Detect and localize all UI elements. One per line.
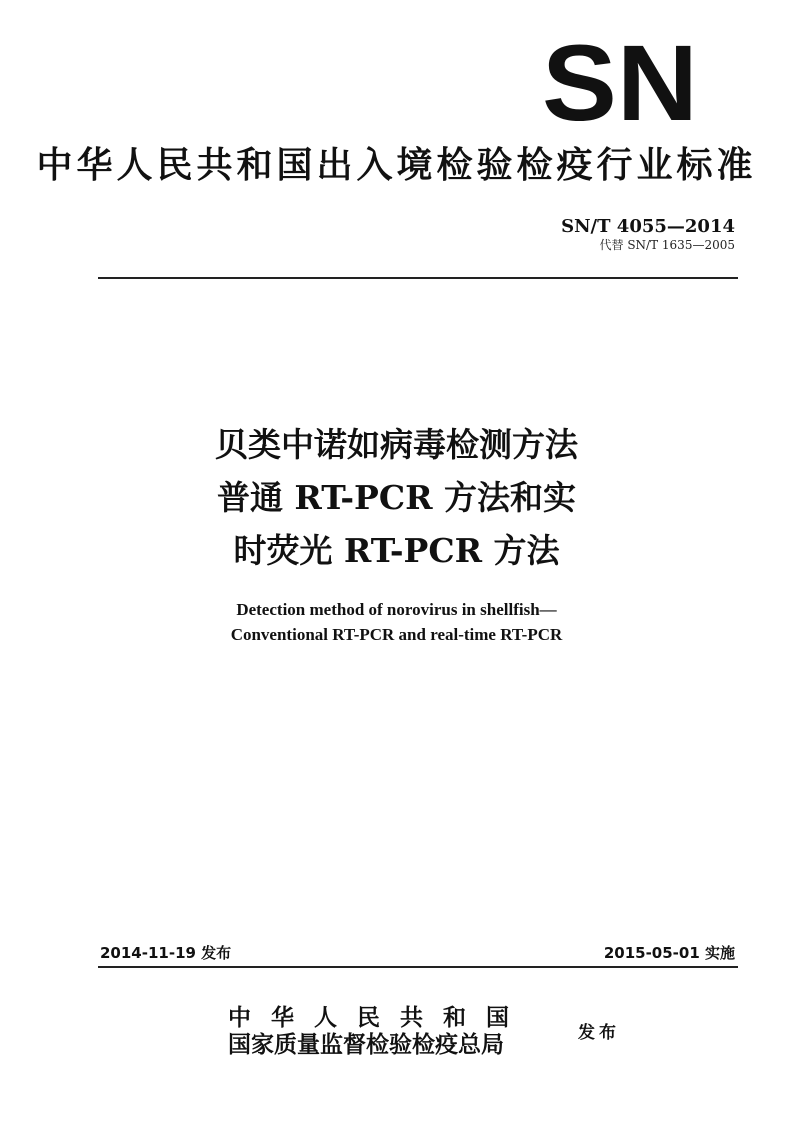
english-title-line: Conventional RT-PCR and real-time RT-PCR	[230, 625, 563, 644]
chinese-title-line: 普通 RT-PCR 方法和实	[216, 478, 577, 517]
sn-logo	[540, 38, 700, 124]
english-title-line: Detection method of norovirus in shellfish—	[236, 600, 557, 619]
header-divider	[98, 277, 738, 279]
publisher-block	[228, 1004, 529, 1058]
issuing-body-title: 中华人民共和国出入境检验检疫行业标准	[36, 145, 757, 186]
english-title	[0, 597, 793, 647]
implementation-date: 2015-05-01 实施	[603, 944, 735, 962]
standard-code: SN/T 4055—2014	[561, 216, 735, 237]
standard-code-block	[561, 217, 735, 253]
replaced-standard: 代替 SN/T 1635—2005	[599, 238, 735, 252]
sn-logo-text: SN	[542, 38, 698, 124]
chinese-title	[0, 418, 793, 577]
chinese-title-line: 贝类中诺如病毒检测方法	[215, 425, 578, 464]
footer-divider	[98, 966, 738, 968]
publisher-line: 中华人民共和国	[228, 1004, 529, 1031]
chinese-title-line: 时荧光 RT-PCR 方法	[233, 531, 560, 570]
publisher-suffix: 发布	[578, 1023, 620, 1043]
publisher-line: 国家质量监督检验检疫总局	[228, 1031, 504, 1058]
issue-date: 2014-11-19 发布	[100, 944, 232, 962]
